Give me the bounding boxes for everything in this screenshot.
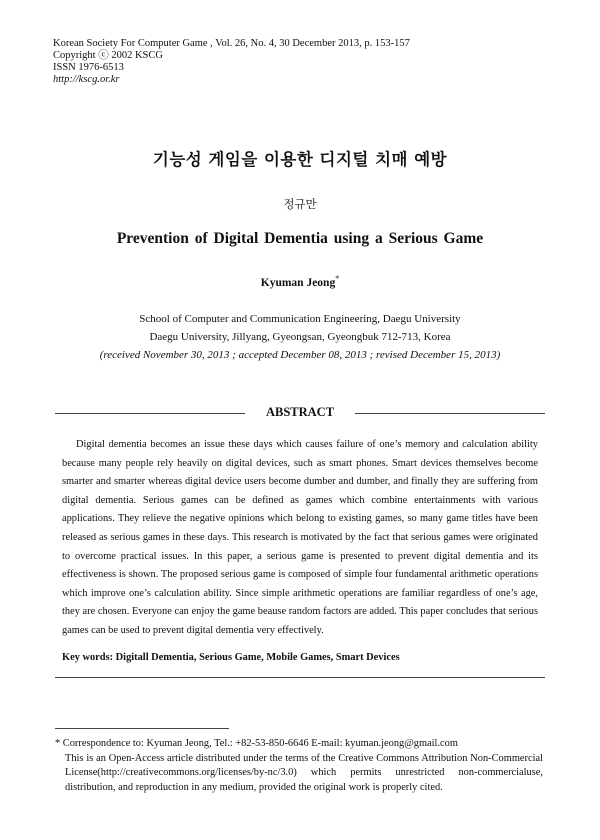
correspondence-note: * Correspondence to: Kyuman Jeong, Tel.: +82-53-850-6646 E-mail: kyuman.jeong@gmail.com [55,738,458,749]
affiliation-block [0,310,600,364]
keywords-divider [55,677,545,678]
footnote-divider [55,728,229,729]
english-title: Prevention of Digital Dementia using a Serious Game [116,230,484,247]
english-author-line [0,274,600,289]
affiliation-line-2: Daegu University, Jillyang, Gyeongsan, Gyeongbuk 712-713, Korea [149,331,451,343]
journal-citation: Korean Society For Computer Game , Vol. 26, No. 4, 30 December 2013, p. 153-157 [53,38,410,49]
keywords: Key words: Digitall Dementia, Serious Game, Mobile Games, Smart Devices [62,652,400,663]
journal-header [53,38,410,86]
received-dates: (received November 30, 2013 ; accepted December 08, 2013 ; revised December 15, 2013) [99,349,501,361]
korean-author: 정규만 [283,197,317,211]
abstract-text: Digital dementia becomes an issue these days which causes failure of one’s memory and calculation ability because many people rely heavily on digital devices, such as smart phones. Smart devices themselves become smarter and smarter whereas digital device users become dumber and dumber, and finally they are suffering from digital dementia. Serious games can be defined as games which combine entertainments with various applications. They relieve the negative opinions which belong to existing games, so many game titles have been released as serious games in these days. This research is motivated by the fact that serious games were originated to overcome practical issues. In this paper, a serious game is presented to prevent digital dementia and its effectiveness is shown. The proposed serious game is composed of simple four fundamental arithmetic operations which improve one’s calculation ability. Since simple arithmetic operations are familiar regardless of one’s age, they are chosen. Everyone can enjoy the game beause random factors are added. This paper concludes that serious games can be used to prevent digital dementia very effectively. [62,439,538,636]
abstract-heading: ABSTRACT [265,405,335,419]
korean-title: 기능성 게임을 이용한 디지털 치매 예방 [152,150,448,169]
copyright-line: Copyright ⓒ 2002 KSCG [53,50,163,61]
open-access-note: This is an Open-Access article distributed under the terms of the Creative Commons Attribution Non-Commercial License(http://creativecommons.org/licenses/by-nc/3.0) which permits unrestricted non-commercialuse, distribution, and reproduction in any medium, provided the original work is properly cited. [65,752,543,793]
abstract-rule-right [355,413,545,414]
affiliation-line-1: School of Computer and Communication Engineering, Daegu University [139,313,461,325]
issn-line: ISSN 1976-6513 [53,62,124,73]
author-mark: * [335,274,340,283]
journal-url[interactable]: http://kscg.or.kr [53,74,120,85]
abstract-heading-row [55,405,545,421]
footnote [55,737,543,795]
english-author: Kyuman Jeong [260,276,336,289]
